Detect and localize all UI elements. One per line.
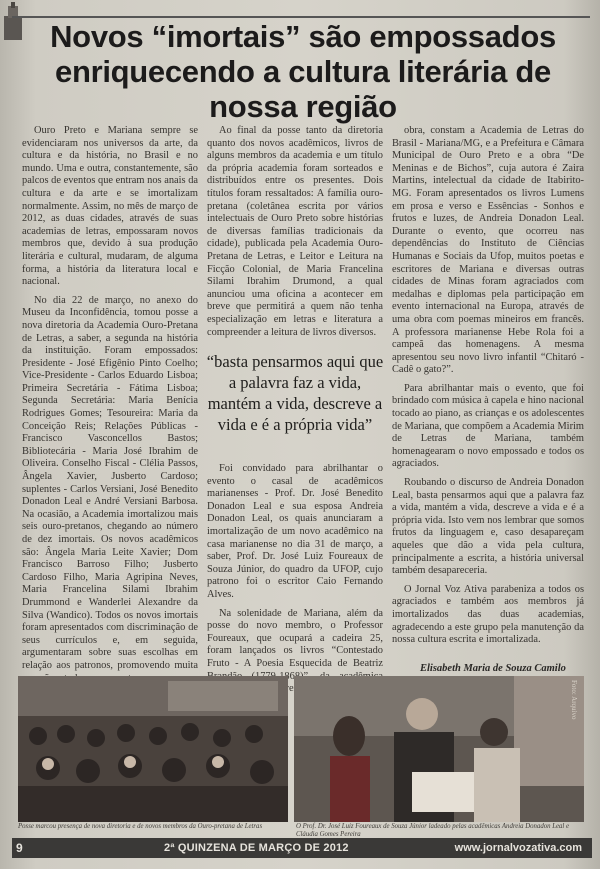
photo-credit: Foto: Arquivo — [570, 680, 578, 720]
author-signature: Elisabeth Maria de Souza Camilo — [420, 663, 566, 674]
paragraph: No dia 22 de março, no anexo do Museu da Inconfidência, tomou posse a nova diretoria da Academia Ouro-Pretana de Letras, a saber, a segunda na história da instituição. Foram empossados: Presidente - José Efigênio Pinto Coelho; Vice-Presidente - Carlos Eduardo Lisboa; Primeira Secretária - Fátima Lisboa; Segunda Secretária: Maria Benícia Rodrigues Gomes; Tesoureira: Maria da Conceição Reis; Relações Públicas - Francisco Vasconcellos Bastos; Bibliotecária - Maria José Ibrahim de Oliveira. Conselho Fiscal - Clélia Passos, Ângela Xavier, Jusberto Cardoso; suplentes - Carlos Versiani, José Benedito Donadon Leal e André Versiani Barbosa. Na ocasião, a Academia imortalizou mais seis ouro-pretanos, chegando ao número de dez imortais. Os novos acadêmicos são: Ângela Maria Leite Xavier; Dom Francisco Barroso Filho; Jusberto Cardoso Filho, Maria Agripina Neves, Maria Francelina Silami Ibrahim Drummond e Wanderlei Alexandre da Silva (Wandico). Todos os novos imortais foram apresentados com discriminação de seus currículos e, em seguida, argumentaram sobre suas escolhas em relação aos patronos, promovendo muita — [22, 294, 198, 671]
text-column-1 — [22, 125, 198, 691]
pull-quote: “basta pensarmos aqui que a palavra faz a vida, mantém a vida, descreve a vida e é a própria vida” — [206, 352, 384, 434]
paragraph: Ouro Preto e Mariana sempre se evidenciaram nos universos da arte, da cultura e da história, no Brasil e no mundo. Uma e outra, constantemente, são palcos de eventos que entram nos anais da cultura e da arte e se imortalizam normalmente. Assim, no mês de março de 2012, as duas cidades, através de suas academias de letras, empossaram novos membros que, devido à sua produção literária e cultural, mudaram, de alguma forma, a história da literatura local e nacional. — [22, 125, 198, 288]
page-number: 9 — [16, 841, 23, 855]
article-headline: Novos “imortais” são empossados enriquecendo a cultura literária de nossa região — [50, 19, 556, 124]
ceremony-photo — [294, 676, 584, 822]
text-column-3 — [392, 125, 584, 653]
website-link[interactable]: www.jornalvozativa.com — [454, 842, 582, 854]
paragraph: obra, constam a Academia de Letras do Brasil - Mariana/MG, e a Prefeitura e Câmara Municipal de Ouro Preto e a obra “De Meninas e de Bichos”, cuja autora é Zaira Martins, intelectual da cidade de Itabirito-MG. Foram apresentados os livros Lumens em prosa e verso e Essências - Sonhos e frutos e luzes, de Andreia Donadon Leal. Durante o evento, que ocorreu nas dependências do Instituto de Ciências Humanas e Sociais da Ufop, muitos poetas e escritores de Mariana e diversas outras cidades de Minas foram agraciados com medalhas e diplomas pela participação em evento internacional na Europa, através de uma obra com poemas mineiros em francês. A professora marianense Hebe Rola foi a campeã das homenagens. A mesma apresentou seu novo livro infantil “Chitaró - Cadê o gato?”. — [392, 125, 584, 376]
paragraph: Ao final da posse tanto da diretoria quanto dos novos acadêmicos, livros de alguns membros da academia e um título da própria academia foram sorteados e distribuídos entre os presentes. Dois títulos foram ressaltados: A família ouro-pretana (coletânea escrita por vários intelectuais de Ouro Preto sobre histórias de diversas famílias tradicionais da cidade), publicada pela Academia Ouro-Pretana de Letras, e Leitor e Leitura na Ficção Colonial, de Maria Francelina Silami Ibrahim Drumond, a qual anunciou uma oficina a acontecer em breve que permitirá a quem não tenha especialização em letras e literatura a compreender a leitura de livros diversos. — [207, 125, 383, 338]
paragraph: O Jornal Voz Ativa parabeniza a todos os agraciados e também aos membros já imortalizados das duas academias, agradecendo a este grupo pela manutenção da nossa cultura escrita e imortalizada. — [392, 583, 584, 646]
paragraph: Na solenidade de Mariana, além da posse do novo membro, o Professor Foureaux, que ocupará a cadeira 25, foram lançados os livros “Contestado Fruto - A Poesia Esquecida de Beatriz Pereira. — [207, 607, 383, 695]
paragraph: Foi convidado para abrilhantar o evento o casal de acadêmicos marianenses - Prof. Dr. José Benedito Donadon Leal e sua esposa Andreia Donadon Leal, os quais anunciaram a imortalização de um novo acadêmico na casa marianense no dia 31 de março, a saber, Prof. Dr. José Luiz Foureaux de Souza Júnior, do quadro da UFOP, cujo patrono foi o escritor Caio Fernando Alves. — [207, 463, 383, 600]
audience-photo — [18, 676, 288, 822]
top-rule — [12, 16, 590, 18]
text-column-2-top — [207, 125, 383, 345]
edition-date: 2ª QUINZENA DE MARÇO DE 2012 — [164, 842, 349, 854]
photo-caption-right: O Prof. Dr. José Luiz Foureaux de Souza Júnior ladeado pelas acadêmicas Andreia Donadon Leal e Cláudia Gomes Pereira — [296, 823, 570, 838]
photo-caption-left: Posse marcou presença de nova diretoria e de novos membros da Ouro-pretana de Letras — [18, 823, 263, 830]
paragraph: Roubando o discurso de Andreia Donadon Leal, basta pensarmos aqui que a palavra faz a vida, mantém a vida, descreve a vida e é a própria vida. Isto vem nos lembrar que somos frutos da linguagem e, caso desapareçam aqueles que dão a vida pela cultura, principalmente a escrita, a história universal também desapareceria. — [392, 477, 584, 577]
page-footer — [12, 838, 592, 858]
paragraph: Para abrilhantar mais o evento, que foi brindado com música à capela e hino nacional tocado ao piano, as crianças e os adolescentes de Mariana, que compõem a Academia Mirim de Letras de Mariana, também homenagearam o novo empossado e todos os agraciados. — [392, 382, 584, 470]
